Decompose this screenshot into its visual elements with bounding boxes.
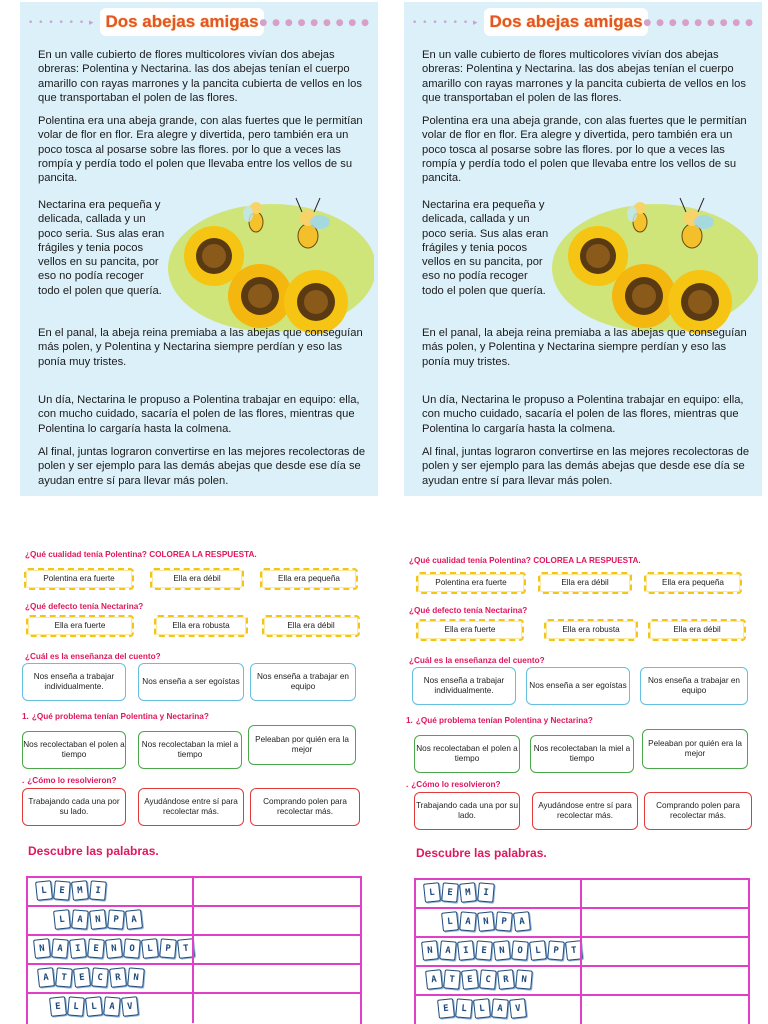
letter-tile: I <box>69 938 87 959</box>
letter-tiles <box>442 912 530 931</box>
letter-tiles <box>36 881 106 900</box>
letter-tile: R <box>497 969 515 990</box>
letter-tile: L <box>441 911 459 932</box>
answer-option[interactable]: Nos enseña a trabajar en equipo <box>250 663 356 701</box>
answer-option[interactable]: Ella era pequeña <box>644 572 742 594</box>
letter-tile: L <box>85 996 103 1017</box>
answer-option[interactable]: Ella era fuerte <box>26 615 134 637</box>
letter-tile: E <box>441 882 459 902</box>
letter-tile: M <box>71 880 89 901</box>
table-divider <box>580 909 582 936</box>
table-divider <box>192 965 194 992</box>
letter-tile: A <box>513 911 531 932</box>
letter-tile: L <box>423 882 441 903</box>
answer-option[interactable]: Nos recolectaban la miel a tiempo <box>530 735 634 773</box>
answer-option[interactable]: Ella era fuerte <box>416 619 524 641</box>
story-paragraph-6: Al final, juntas lograron convertirse en las mejores recolectoras de polen y ser ejemplo para las demás abejas que desde ese día se ayudan entre sí para llevar más polen. <box>38 446 366 487</box>
table-divider <box>192 994 194 1023</box>
letter-tile: N <box>33 938 51 959</box>
letter-tiles <box>34 939 194 958</box>
answer-option[interactable]: Ella era débil <box>648 619 746 641</box>
table-divider <box>580 967 582 994</box>
letter-tile: A <box>125 909 143 930</box>
letter-tile: P <box>159 938 177 958</box>
answer-option[interactable]: Comprando polen para recolectar más. <box>644 792 752 830</box>
story-panel <box>20 2 378 496</box>
letter-tile: N <box>421 940 439 961</box>
letter-tile: L <box>35 880 53 901</box>
letter-tiles <box>422 941 582 960</box>
letter-tile: P <box>495 911 513 931</box>
letter-tile: O <box>123 938 141 958</box>
answer-option[interactable]: Nos recolectaban el polen a tiempo <box>414 735 520 773</box>
answer-option[interactable]: Ella era débil <box>150 568 244 590</box>
answer-option[interactable]: Trabajando cada una por su lado. <box>414 792 520 830</box>
letter-tile: I <box>457 940 475 961</box>
table-divider <box>580 880 582 907</box>
letter-tile: L <box>67 996 85 1016</box>
letter-tile: A <box>425 969 443 990</box>
letter-tile: E <box>437 998 455 1019</box>
letter-tile: E <box>49 996 67 1017</box>
letter-tile: P <box>547 940 565 960</box>
decorative-dots-right: ● ● ● ● ● ● ● ● ● <box>259 18 370 28</box>
answer-option[interactable]: Comprando polen para recolectar más. <box>250 788 360 826</box>
word-row <box>28 936 360 965</box>
letter-tiles <box>426 970 532 989</box>
letter-tile: T <box>55 967 73 987</box>
word-row <box>416 880 748 909</box>
discover-title: Descubre las palabras. <box>28 844 159 858</box>
letter-tile: L <box>53 909 71 930</box>
letter-tile: E <box>475 940 493 960</box>
letter-tile: V <box>121 996 139 1017</box>
word-row <box>416 938 748 967</box>
letter-tile: E <box>87 938 105 958</box>
letter-tile: A <box>103 996 121 1016</box>
letter-tile: C <box>91 967 109 987</box>
letter-tile: I <box>477 882 495 902</box>
story-panel <box>404 2 762 496</box>
letter-tile: O <box>511 940 529 960</box>
letter-tile: N <box>477 911 495 932</box>
answer-option[interactable]: Nos enseña a trabajar en equipo <box>640 667 748 705</box>
answer-option[interactable]: Ella era robusta <box>154 615 248 637</box>
question-1: ¿Qué cualidad tenía Polentina? COLOREA LA RESPUESTA. <box>409 556 641 565</box>
question-3: ¿Cuál es la enseñanza del cuento? <box>409 656 545 665</box>
letter-tile: L <box>473 998 491 1019</box>
sunflower-icon <box>228 264 292 328</box>
story-paragraph-2: Polentina era una abeja grande, con alas fuertes que le permitían volar de flor en flor. Era alegre y divertida, pero también era un poco tosca al posarse sobre las flores. por lo que a veces las rompía y perdía todo el polen que llevaba entre los vellos de su pancita. <box>422 115 747 185</box>
table-divider <box>580 996 582 1024</box>
decorative-dots-left: • • • • • • ▸ <box>412 18 479 28</box>
letter-tile: V <box>509 998 527 1019</box>
answer-option[interactable]: Ella era débil <box>538 572 632 594</box>
question-2: ¿Qué defecto tenía Nectarina? <box>409 606 528 615</box>
worksheet-copy-right <box>404 0 764 1024</box>
table-divider <box>192 907 194 934</box>
answer-option[interactable]: Ayudándose entre sí para recolectar más. <box>138 788 244 826</box>
question-2: ¿Qué defecto tenía Nectarina? <box>25 602 144 611</box>
answer-option[interactable]: Trabajando cada una por su lado. <box>22 788 126 826</box>
word-row <box>28 878 360 907</box>
letter-tile: E <box>53 880 71 900</box>
word-table <box>26 876 362 1024</box>
letter-tile: T <box>177 938 195 959</box>
story-paragraph-1: En un valle cubierto de flores multicolores vivían dos abejas obreras: Polentina y Nectarina. las dos abejas tenían el cuerpo amarillo con rayas marrones y la pancita cubierta de vellos en los que transportaban el polen de las flores. <box>422 49 746 104</box>
word-row <box>416 996 748 1024</box>
answer-option[interactable]: Ella era robusta <box>544 619 638 641</box>
story-paragraph-1: En un valle cubierto de flores multicolores vivían dos abejas obreras: Polentina y Nectarina. las dos abejas tenían el cuerpo amarillo con rayas marrones y la pancita cubierta de vellos en los que transportaban el polen de las flores. <box>38 49 362 104</box>
letter-tile: N <box>515 969 533 989</box>
table-divider <box>580 938 582 965</box>
table-divider <box>192 878 194 905</box>
story-paragraph-4: En el panal, la abeja reina premiaba a las abejas que conseguían más polen, y Polentina y Nectarina siempre perdían y eso las ponía muy tristes. <box>422 327 747 368</box>
question-3: ¿Cuál es la enseñanza del cuento? <box>25 652 161 661</box>
story-paragraph-2: Polentina era una abeja grande, con alas fuertes que le permitían volar de flor en flor. Era alegre y divertida, pero también era un poco tosca al posarse sobre las flores. por lo que a veces las rompía y perdía todo el polen que llevaba entre los vellos de su pancita. <box>38 115 363 185</box>
discover-title: Descubre las palabras. <box>416 846 547 860</box>
letter-tile: A <box>51 938 69 958</box>
story-paragraph-5: Un día, Nectarina le propuso a Polentina trabajar en equipo: ella, con mucho cuidado, sacaría el polen de las flores, mientras que Polentina lo cargaría hasta la colmena. <box>38 394 360 435</box>
answer-option[interactable]: Peleaban por quién era la mejor <box>642 729 748 769</box>
word-row <box>28 994 360 1023</box>
answer-option[interactable]: Polentina era fuerte <box>416 572 526 594</box>
word-row <box>28 907 360 936</box>
letter-tile: N <box>127 967 145 987</box>
letter-tile: T <box>565 940 583 961</box>
word-row <box>416 967 748 996</box>
word-row <box>28 965 360 994</box>
sunflower-icon <box>284 270 348 334</box>
letter-tile: E <box>73 967 91 988</box>
answer-option[interactable]: Nos recolectaban el polen a tiempo <box>22 731 126 769</box>
letter-tile: T <box>443 969 461 989</box>
letter-tile: M <box>459 882 477 903</box>
story-paragraph-6: Al final, juntas lograron convertirse en las mejores recolectoras de polen y ser ejemplo para las demás abejas que desde ese día se ayudan entre sí para llevar más polen. <box>422 446 750 487</box>
answer-option[interactable]: Peleaban por quién era la mejor <box>248 725 356 765</box>
letter-tile: A <box>491 998 509 1018</box>
sunflowers-bees-illustration <box>536 192 758 336</box>
title-bar <box>404 8 762 36</box>
letter-tile: A <box>71 909 89 929</box>
letter-tile: P <box>107 909 125 929</box>
question-4: 1. ¿Qué problema tenían Polentina y Nectarina? <box>406 716 593 725</box>
letter-tiles <box>50 997 138 1016</box>
letter-tile: L <box>141 938 159 959</box>
letter-tile: R <box>109 967 127 988</box>
letter-tile: L <box>529 940 547 961</box>
answer-option[interactable]: Nos enseña a trabajar individualmente. <box>22 663 126 701</box>
answer-option[interactable]: Nos recolectaban la miel a tiempo <box>138 731 242 769</box>
question-1: ¿Qué cualidad tenía Polentina? COLOREA LA RESPUESTA. <box>25 550 257 559</box>
letter-tiles <box>38 968 144 987</box>
word-table <box>414 878 750 1024</box>
word-row <box>416 909 748 938</box>
table-divider <box>192 936 194 963</box>
letter-tile: I <box>89 880 107 900</box>
letter-tile: C <box>479 969 497 989</box>
letter-tiles <box>424 883 494 902</box>
question-4: 1. ¿Qué problema tenían Polentina y Nectarina? <box>22 712 209 721</box>
decorative-dots-left: • • • • • • ▸ <box>28 18 95 28</box>
answer-option[interactable]: Nos enseña a trabajar individualmente. <box>412 667 516 705</box>
decorative-dots-right: ● ● ● ● ● ● ● ● ● <box>643 18 754 28</box>
letter-tile: L <box>455 998 473 1018</box>
story-title: Dos abejas amigas <box>100 8 264 36</box>
story-paragraph-5: Un día, Nectarina le propuso a Polentina trabajar en equipo: ella, con mucho cuidado, sacaría el polen de las flores, mientras que Polentina lo cargaría hasta la colmena. <box>422 394 744 435</box>
answer-option[interactable]: Ella era débil <box>262 615 360 637</box>
letter-tile: N <box>105 938 123 959</box>
sunflower-icon <box>668 270 732 334</box>
story-paragraph-3: Nectarina era pequeña y delicada, callada y un poco seria. Sus alas eran frágiles y tenia pocos vellos en su pancita, por eso no podía recoger todo el polen que quería. <box>422 199 549 297</box>
letter-tile: A <box>459 911 477 931</box>
letter-tile: A <box>37 967 55 988</box>
letter-tile: N <box>493 940 511 961</box>
answer-option[interactable]: Polentina era fuerte <box>24 568 134 590</box>
answer-option[interactable]: Ayudándose entre sí para recolectar más. <box>532 792 638 830</box>
letter-tile: E <box>461 969 479 990</box>
answer-option[interactable]: Ella era pequeña <box>260 568 358 590</box>
sunflowers-bees-illustration <box>152 192 374 336</box>
story-paragraph-4: En el panal, la abeja reina premiaba a las abejas que conseguían más polen, y Polentina y Nectarina siempre perdían y eso las ponía muy tristes. <box>38 327 363 368</box>
story-title: Dos abejas amigas <box>484 8 648 36</box>
letter-tile: N <box>89 909 107 930</box>
worksheet-copy-left <box>20 0 380 1024</box>
sunflower-icon <box>612 264 676 328</box>
answer-option[interactable]: Nos enseña a ser egoístas <box>526 667 630 705</box>
letter-tile: A <box>439 940 457 960</box>
story-paragraph-3: Nectarina era pequeña y delicada, callada y un poco seria. Sus alas eran frágiles y tenia pocos vellos en su pancita, por eso no podía recoger todo el polen que quería. <box>38 199 165 297</box>
letter-tiles <box>438 999 526 1018</box>
question-5: . ¿Cómo lo resolvieron? <box>406 780 501 789</box>
title-bar <box>20 8 378 36</box>
letter-tiles <box>54 910 142 929</box>
answer-option[interactable]: Nos enseña a ser egoístas <box>138 663 244 701</box>
question-5: . ¿Cómo lo resolvieron? <box>22 776 117 785</box>
